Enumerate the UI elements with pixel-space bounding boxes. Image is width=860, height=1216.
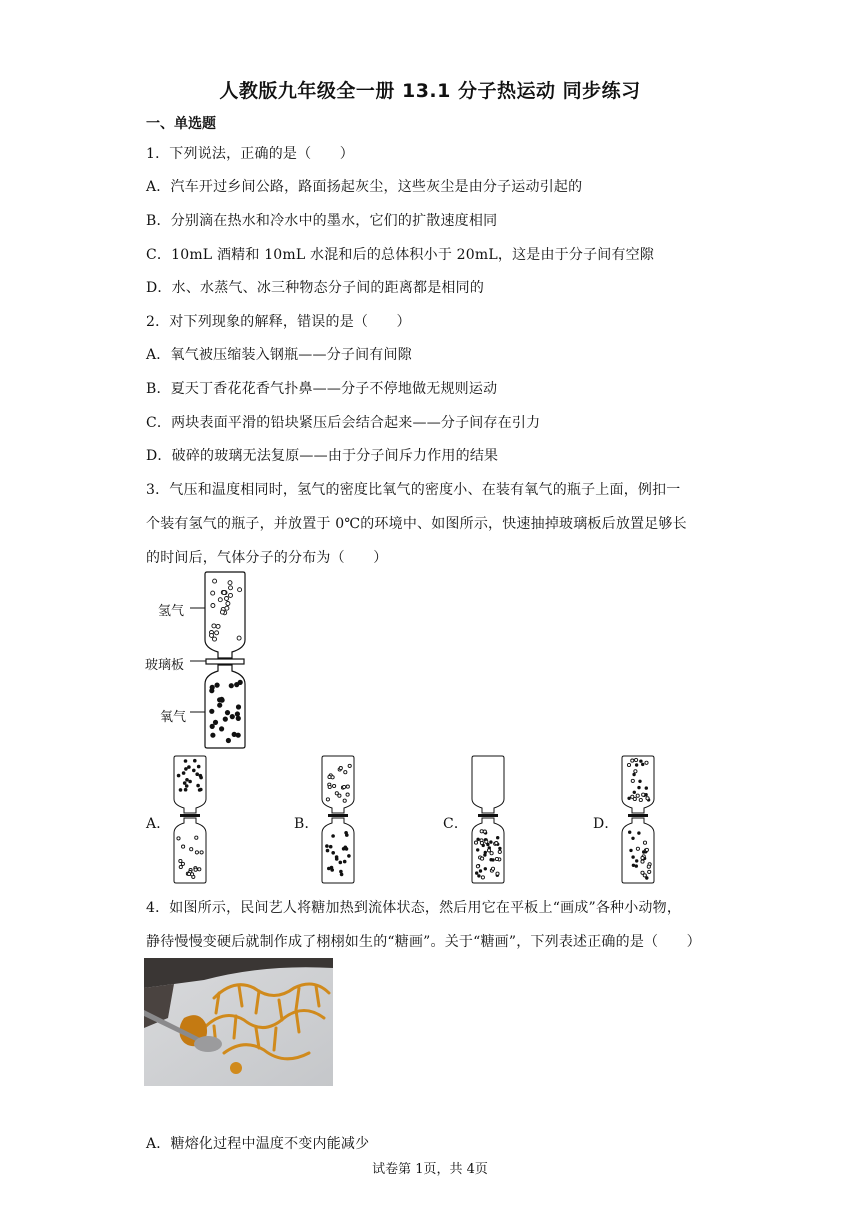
q4-stem-line2: 静待慢慢变硬后就制作成了栩栩如生的“糖画”。关于“糖画”，下列表述正确的是（ ） — [146, 934, 701, 950]
q2-option-c: C．两块表面平滑的铅块紧压后会结合起来——分子间存在引力 — [146, 415, 541, 431]
q3-stem-line3: 的时间后，气体分子的分布为（ ） — [146, 550, 388, 566]
page-footer: 试卷第 1页，共 4页 — [372, 1162, 488, 1177]
label-glass-plate: 玻璃板 — [145, 658, 185, 673]
label-oxygen: 氧气 — [160, 710, 187, 725]
q1-option-b: B．分别滴在热水和冷水中的墨水，它们的扩散速度相同 — [146, 213, 498, 229]
q3-stem-line1: 3．气压和温度相同时，氢气的密度比氧气的密度小、在装有氧气的瓶子上面，例扣一 — [146, 482, 681, 498]
q3-option-b-figure — [316, 755, 360, 885]
two-bottle-figure — [190, 570, 260, 755]
q1-option-c: C．10mL 酒精和 10mL 水混和后的总体积小于 20mL，这是由于分子间有空隙 — [146, 247, 655, 263]
page-title: 人教版九年级全一册 13.1 分子热运动 同步练习 — [219, 80, 641, 102]
q1-stem: 1．下列说法，正确的是（ ） — [146, 146, 354, 162]
q2-stem: 2．对下列现象的解释，错误的是（ ） — [146, 314, 411, 330]
q3-option-a-label: A． — [146, 816, 171, 832]
q2-option-a: A．氧气被压缩装入钢瓶——分子间有间隙 — [146, 347, 412, 363]
q4-option-a: A．糖熔化过程中温度不变内能减少 — [146, 1136, 370, 1152]
q3-option-d-label: D． — [593, 816, 619, 832]
q3-option-c-label: C． — [443, 816, 469, 832]
q2-option-b: B．夏天丁香花花香气扑鼻——分子不停地做无规则运动 — [146, 381, 498, 397]
q3-stem-line2: 个装有氢气的瓶子，并放置于 0℃的环境中、如图所示，快速抽掉玻璃板后放置足够长 — [146, 516, 687, 532]
q1-option-d: D．水、水蒸气、冰三种物态分子间的距离都是相同的 — [146, 280, 485, 296]
q3-option-b-label: B． — [294, 816, 319, 832]
sugar-painting-photo — [144, 958, 333, 1086]
q3-option-c-figure — [466, 755, 510, 885]
q2-option-d: D．破碎的玻璃无法复原——由于分子间斥力作用的结果 — [146, 448, 499, 464]
q1-option-a: A．汽车开过乡间公路，路面扬起灰尘，这些灰尘是由分子运动引起的 — [146, 179, 583, 195]
label-hydrogen: 氢气 — [158, 604, 185, 619]
q3-option-d-figure — [616, 755, 660, 885]
q3-option-a-figure — [168, 755, 212, 885]
q4-stem-line1: 4．如图所示，民间艺人将糖加热到流体状态，然后用它在平板上“画成”各种小动物， — [146, 900, 682, 916]
section-heading: 一、单选题 — [146, 116, 216, 132]
